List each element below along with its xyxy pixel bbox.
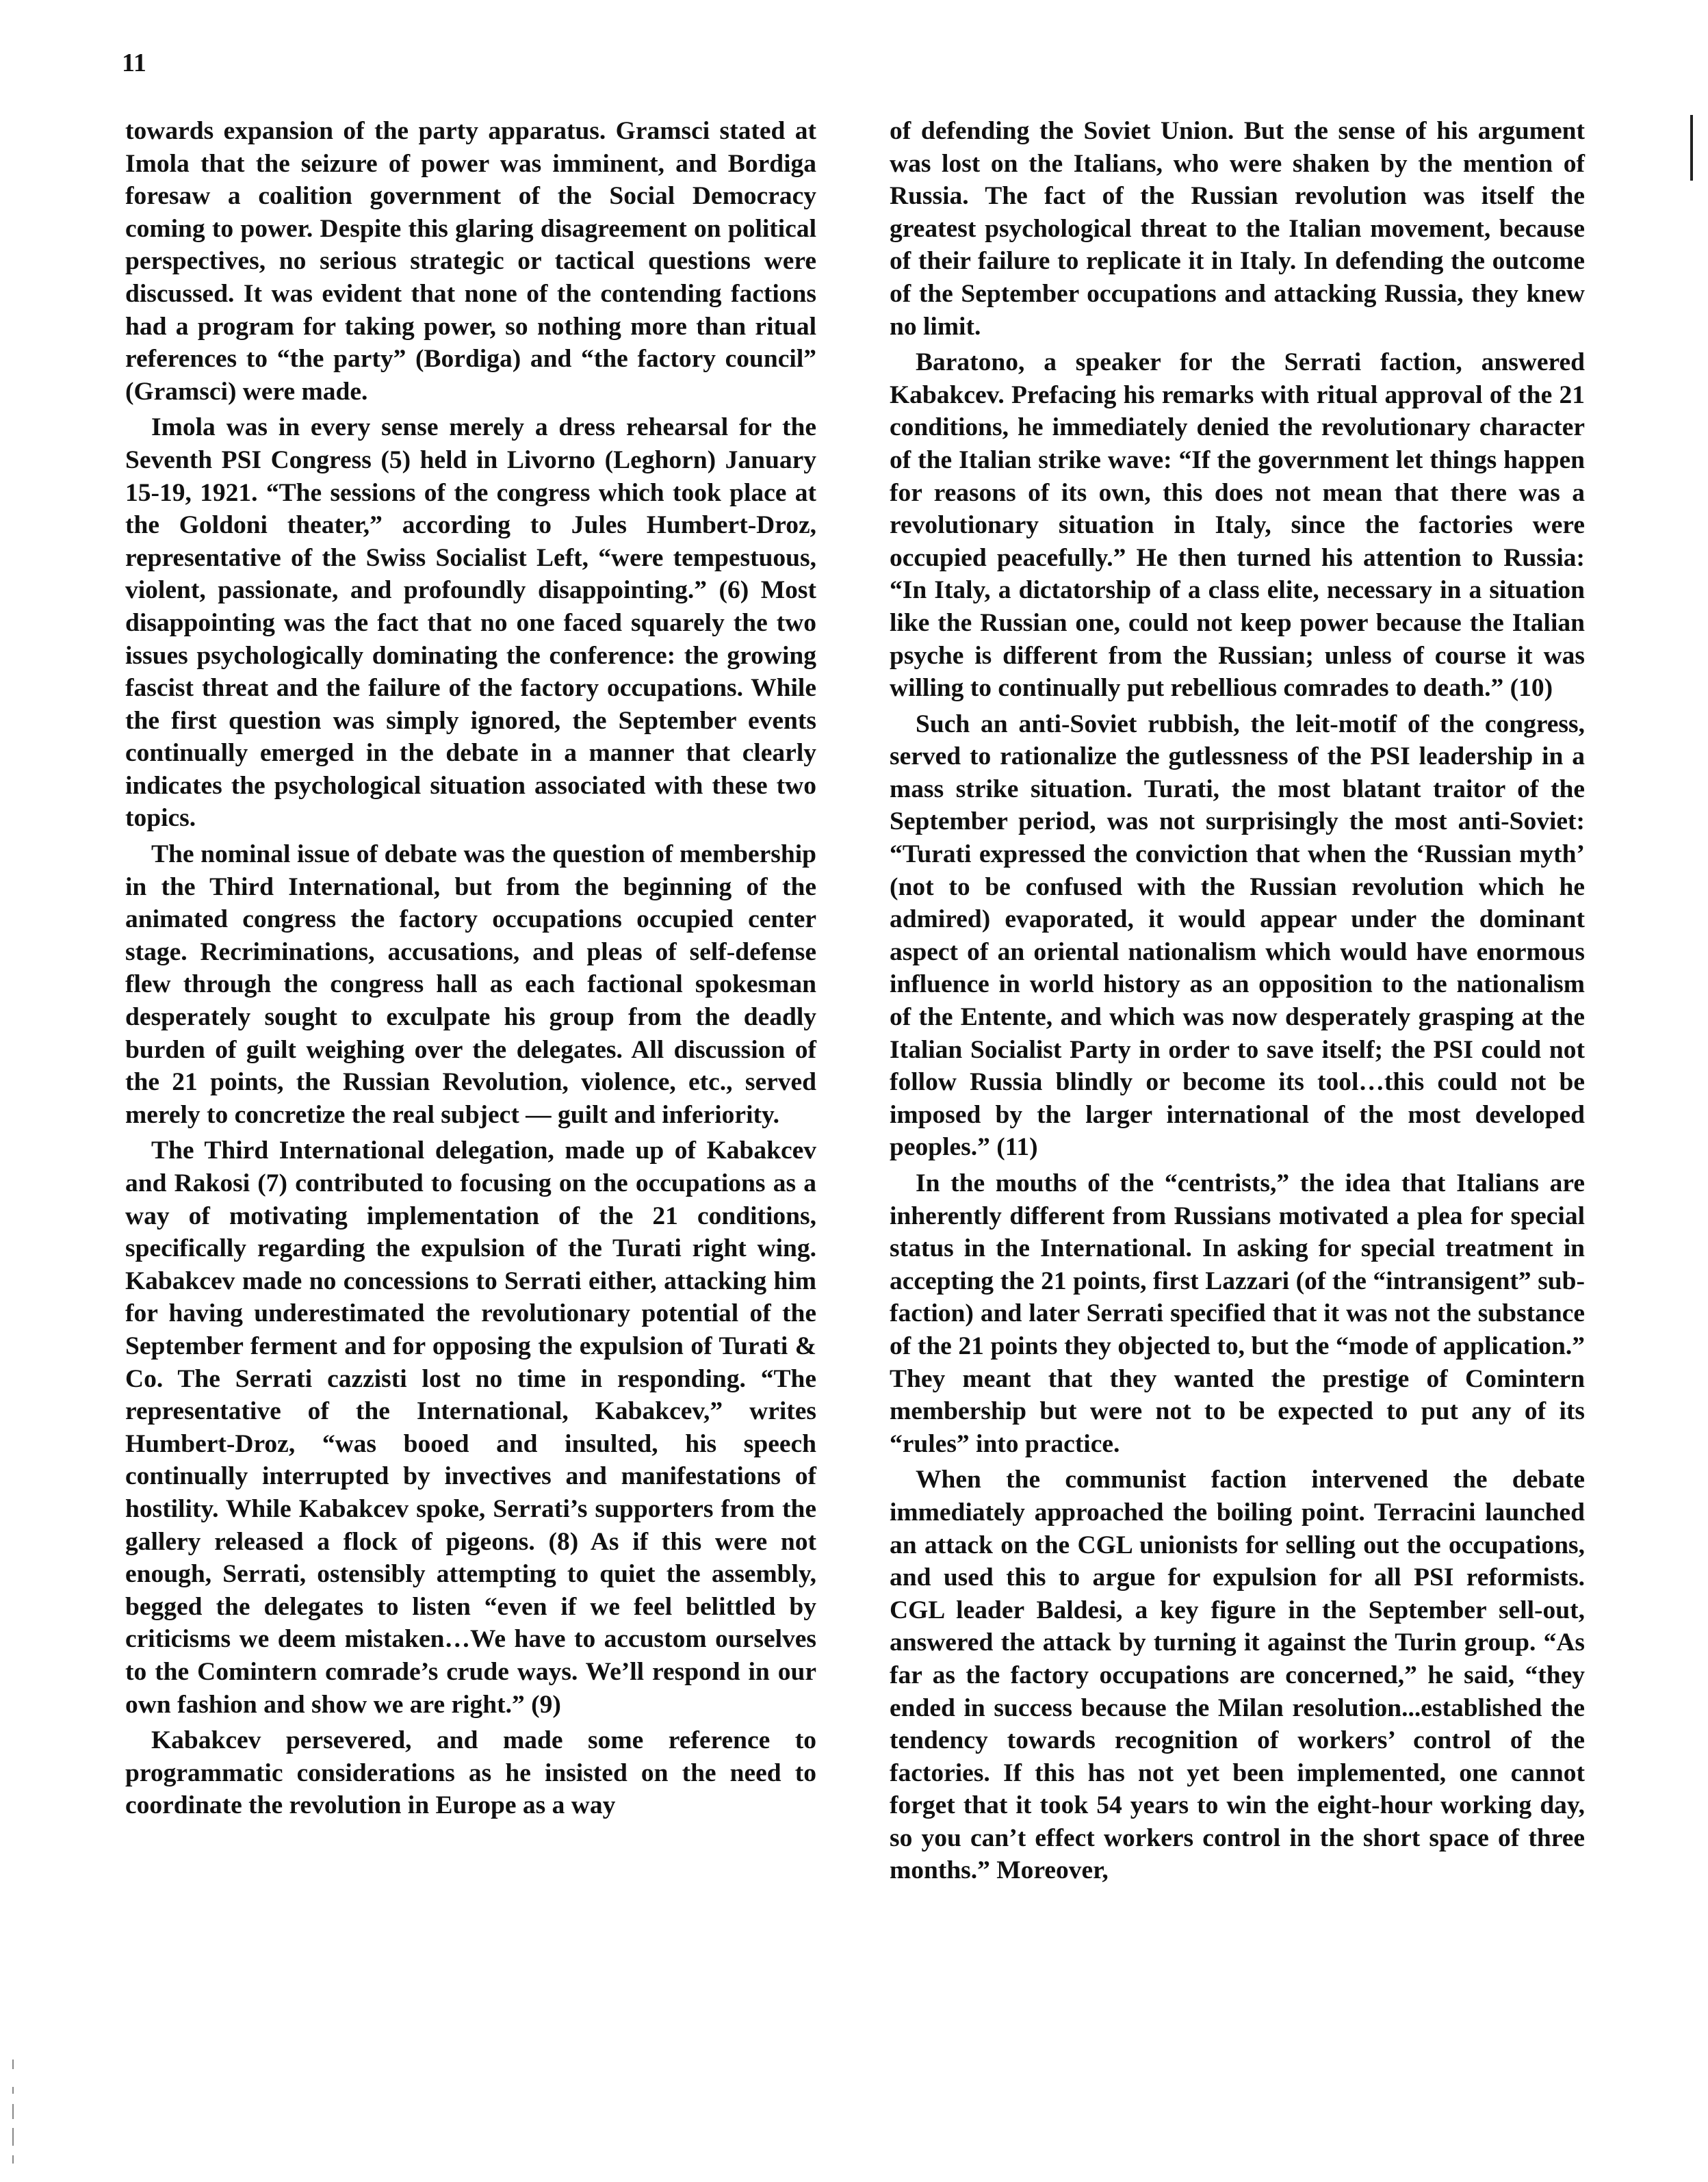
margin-scan-mark	[12, 2128, 14, 2146]
paragraph: The nominal issue of debate was the question of membership in the Third International, but from the beginning of the animated congress the factory occupations occupied center stage. Recriminations, accusations, and pleas of self-defense flew through the congress hall as each factional spokesman desperately sought to exculpate his group from the deadly burden of guilt weighing over the delegates. All discussion of the 21 points, the Russian Revolution, violence, etc., served merely to concretize the real subject — guilt and inferiority.	[125, 840, 816, 1129]
paragraph: Imola was in every sense merely a dress rehearsal for the Seventh PSI Congress (5) held in Livorno (Leghorn) January 15-19, 1921. “The sessions of the congress which took place at the Goldoni theater,” according to Jules Humbert-Droz, representative of the Swiss Socialist Left, “were tempestuous, violent, passionate, and profoundly disappointing.” (6) Most disappointing was the fact that no one faced squarely the two issues psychologically dominating the conference: the growing fascist threat and the failure of the factory occupations. While the first question was simply ignored, the September events continually emerged in the debate in a manner that clearly indicates the psychological situation associated with these two topics.	[125, 413, 816, 833]
paragraph: Baratono, a speaker for the Serrati faction, answered Kabakcev. Prefacing his remarks with ritual approval of the 21 conditions, he immediately denied the revolutionary character of the Italian strike wave: “If the government let things happen for reasons of its own, this does not mean that there was a revolutionary situation in Italy, since the factories were occupied peacefully.” He then turned his attention to Russia: “In Italy, a dictatorship of a class elite, necessary in a situation like the Russian one, could not keep power because the Italian psyche is different from the Russian; unless of course it was willing to continually put rebellious comrades to death.” (10)	[890, 348, 1585, 703]
paragraph: Such an anti-Soviet rubbish, the leit-motif of the congress, served to rationalize the gutlessness of the PSI leadership in a mass strike situation. Turati, the most blatant traitor of the September period, was not surprisingly the most anti-Soviet: “Turati expressed the conviction that when the ‘Russian myth’ (not to be confused with the Russian revolution which he admired) evaporated, it would appear under the dominant aspect of an oriental nationalism which would have enormous influence in world history as an opposition to the nationalism of the Entente, and which was now desperately grasping at the Italian Socialist Party in order to save itself; the PSI could not follow Russia blindly or become its tool…this could not be imposed by the larger international of the most developed peoples.” (11)	[890, 710, 1585, 1162]
paragraph: In the mouths of the “centrists,” the idea that Italians are inherently different from Russians motivated a plea for special status in the International. In asking for special treatment in accepting the 21 points, first Lazzari (of the “intransigent” sub-faction) and later Serrati specified that it was not the substance of the 21 points they objected to, but the “mode of application.” They meant that they wanted the prestige of Comintern membership but were not to be expected to put any of its “rules” into practice.	[890, 1169, 1585, 1458]
margin-scan-mark	[12, 2087, 14, 2094]
paragraph: When the communist faction intervened the debate immediately approached the boiling point. Terracini launched an attack on the CGL unionists for selling out the occupations, and used this to argue for expulsion for all PSI reformists. CGL leader Baldesi, a key figure in the September sell-out, answered the attack by turning it against the Turin group. “As far as the factory occupations are concerned,” he said, “they ended in success because the Milan resolution...established the tendency towards recognition of workers’ control of the factories. If this has not yet been implemented, one cannot forget that it took 54 years to win the eight-hour working day, so you can’t effect workers control in the short space of three months.” Moreover,	[890, 1466, 1585, 1885]
paragraph: of defending the Soviet Union. But the sense of his argument was lost on the Italians, who were shaken by the mention of Russia. The fact of the Russian revolution was itself the greatest psychological threat to the Italian movement, because of their failure to replicate it in Italy. In defending the outcome of the September occupations and attacking Russia, they knew no limit.	[890, 117, 1585, 341]
margin-scan-mark	[12, 2155, 14, 2164]
margin-scan-mark	[12, 2104, 14, 2119]
paragraph: The Third International delegation, made up of Kabakcev and Rakosi (7) contributed to focusing on the occupations as a way of motivating implementation of the 21 conditions, specifically regarding the expulsion of the Turati right wing. Kabakcev made no concessions to Serrati either, attacking him for having underestimated the revolutionary potential of the September ferment and for opposing the expulsion of Turati & Co. The Serrati cazzisti lost no time in responding. “The representative of the International, Kabakcev,” writes Humbert-Droz, “was booed and insulted, his speech continually interrupted by invectives and manifestations of hostility. While Kabakcev spoke, Serrati’s supporters from the gallery released a flock of pigeons. (8) As if this were not enough, Serrati, ostensibly attempting to quiet the assembly, begged the delegates to listen “even if we feel belittled by criticisms we deem mistaken…We have to accustom ourselves to the Comintern comrade’s crude ways. We’ll respond in our own fashion and show we are right.” (9)	[125, 1137, 816, 1719]
paragraph: Kabakcev persevered, and made some reference to programmatic considerations as he insisted on the need to coordinate the revolution in Europe as a way	[125, 1726, 816, 1820]
right-text-column	[890, 115, 1585, 1891]
left-text-column	[125, 115, 816, 1826]
page-edge-rule	[1690, 115, 1693, 181]
margin-scan-mark	[12, 2060, 14, 2069]
paragraph: towards expansion of the party apparatus. Gramsci stated at Imola that the seizure of power was imminent, and Bordiga foresaw a coalition government of the Social Democracy coming to power. Despite this glaring disagreement on political perspectives, no serious strategic or tactical questions were discussed. It was evident that none of the contending factions had a program for taking power, so nothing more than ritual references to “the party” (Bordiga) and “the factory council” (Gramsci) were made.	[125, 117, 816, 406]
page-number: 11	[122, 49, 146, 77]
